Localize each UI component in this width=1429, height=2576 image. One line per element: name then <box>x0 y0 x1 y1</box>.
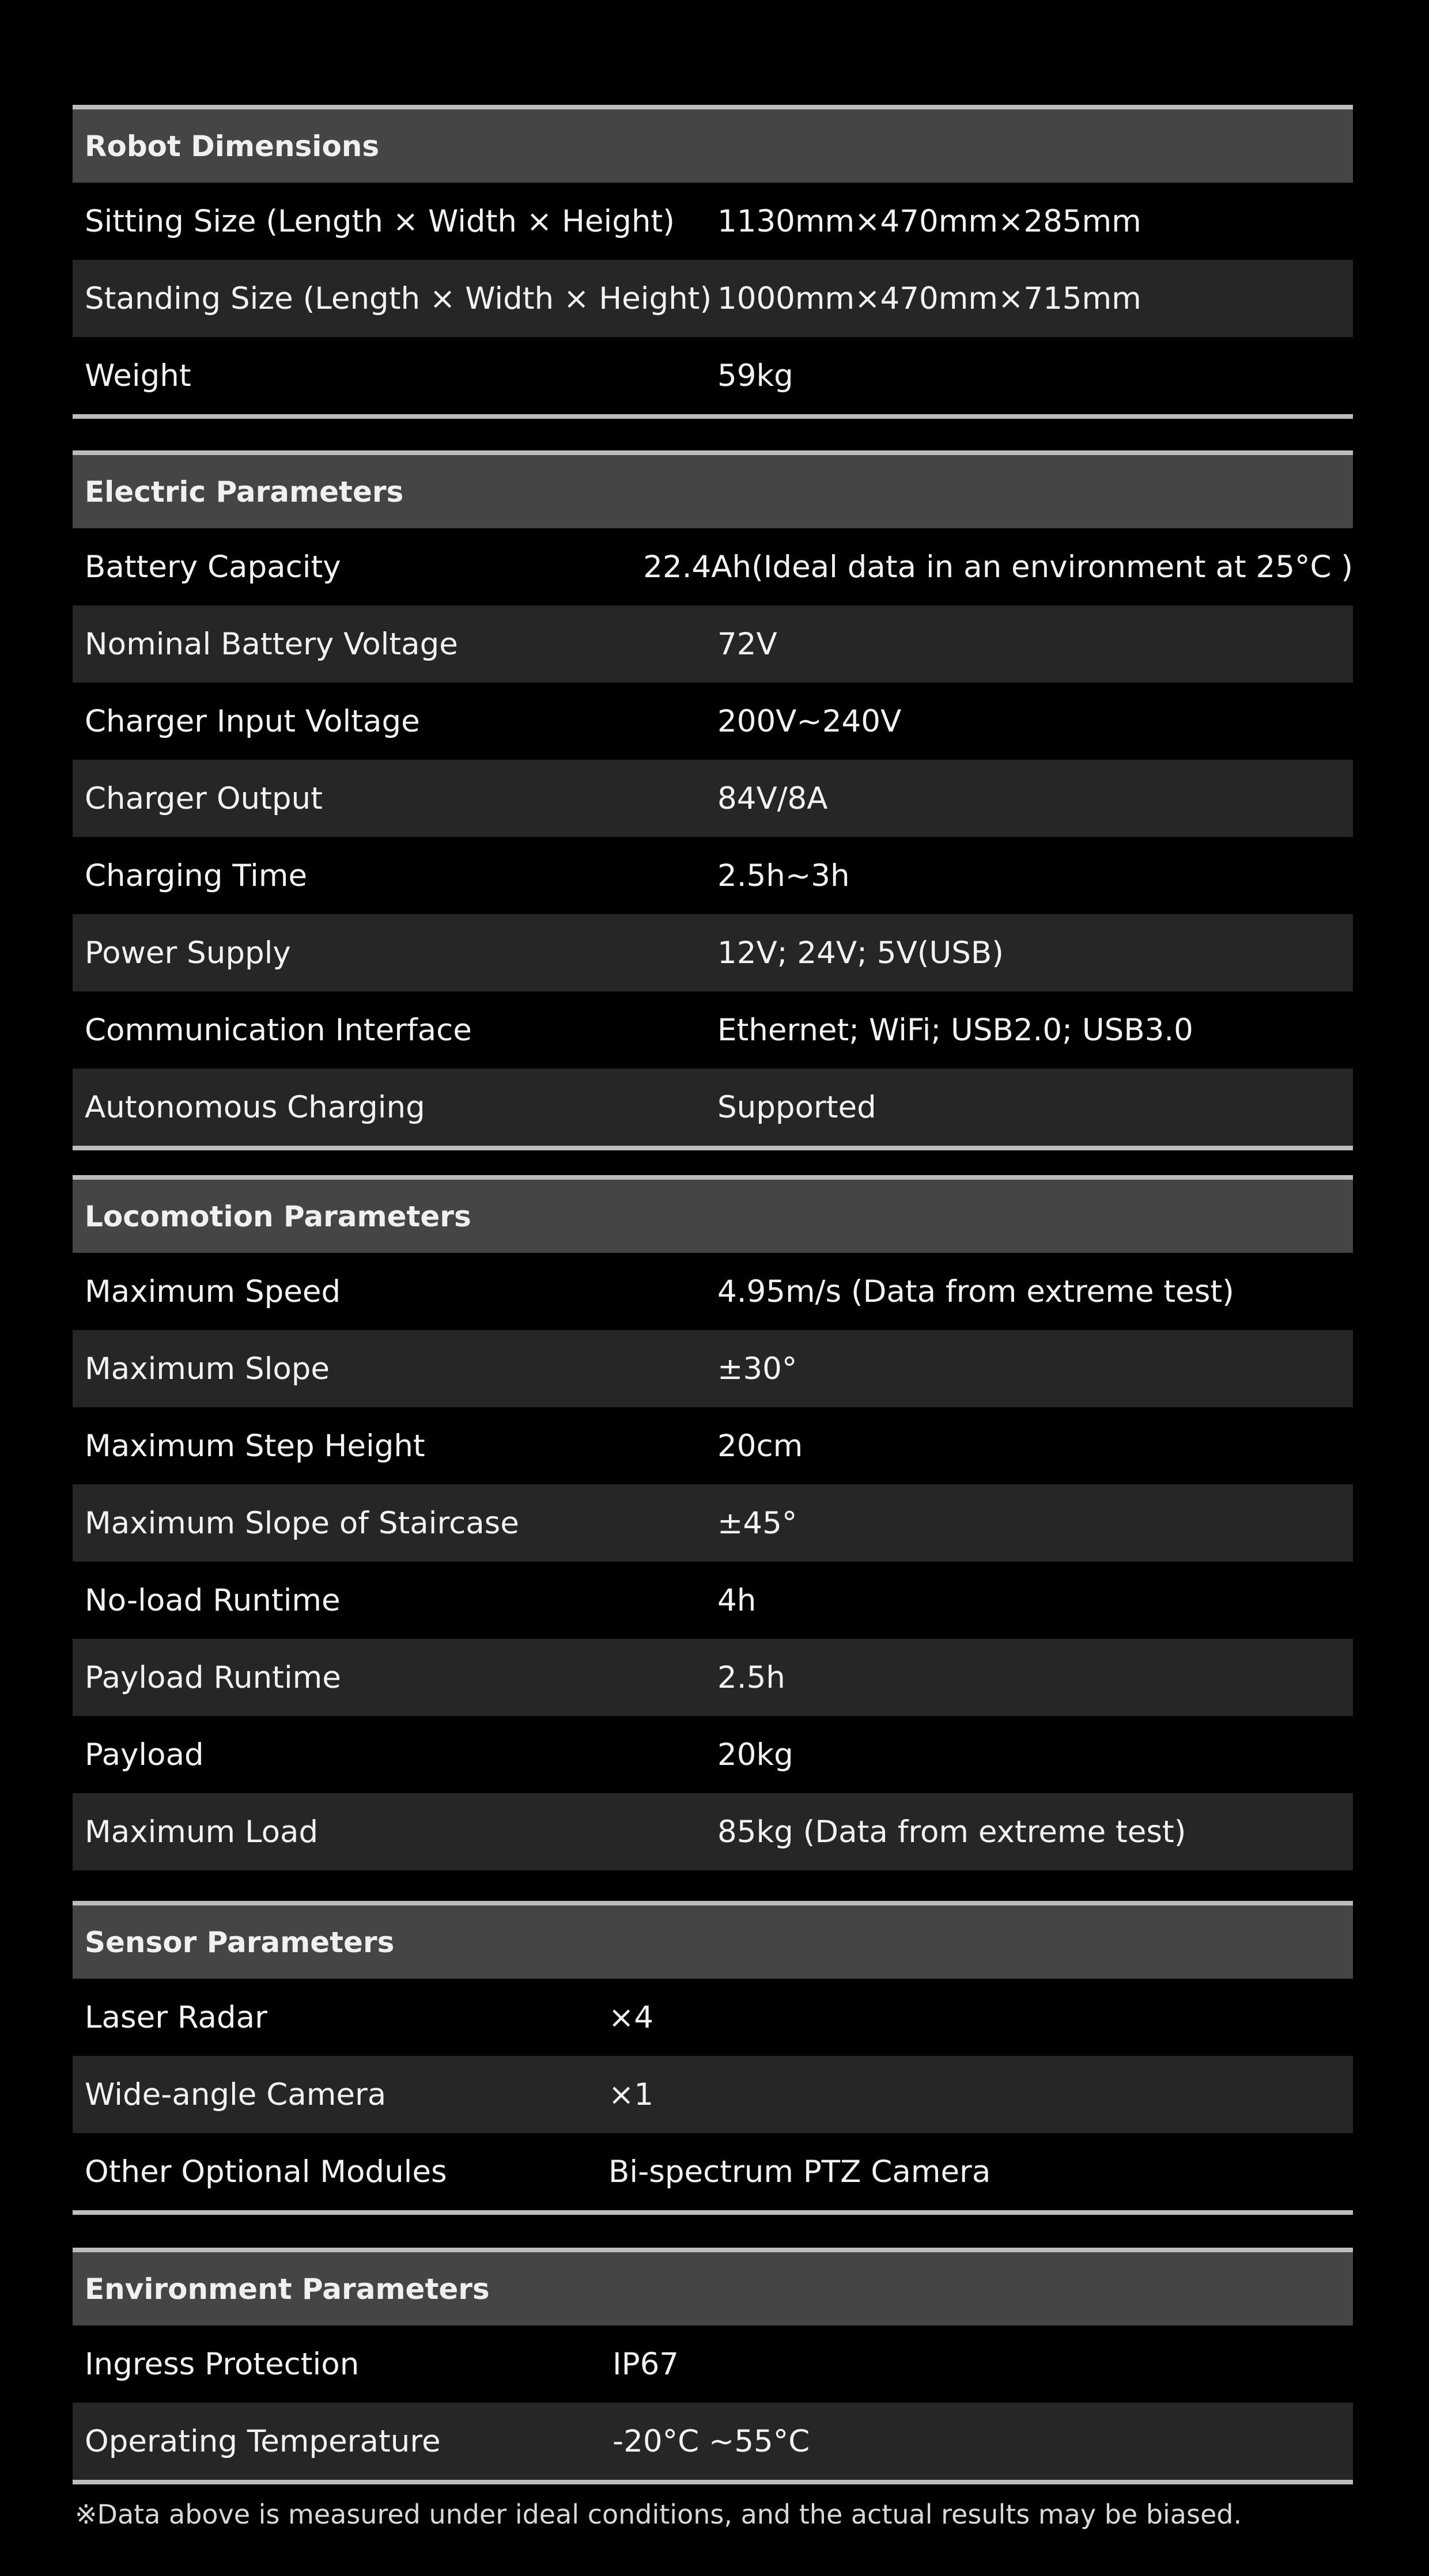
row-value: -20°C ~55°C <box>613 2423 810 2459</box>
row-label: Maximum Slope <box>85 1351 330 1387</box>
row-label: Charging Time <box>85 858 308 893</box>
row-value: Supported <box>717 1089 876 1125</box>
section-header: Sensor Parameters <box>73 1906 1353 1979</box>
table-row <box>73 183 1353 260</box>
row-label: Payload <box>85 1737 204 1772</box>
table-row <box>73 2133 1353 2210</box>
row-label: Wide-angle Camera <box>85 2077 387 2112</box>
row-value: 59kg <box>717 358 793 393</box>
section-header: Locomotion Parameters <box>73 1180 1353 1253</box>
table-row <box>73 1069 1353 1146</box>
section-header: Environment Parameters <box>73 2252 1353 2325</box>
row-value: 20cm <box>717 1428 803 1464</box>
row-label: Ingress Protection <box>85 2346 360 2382</box>
row-value: 4.95m/s (Data from extreme test) <box>717 1274 1234 1309</box>
table-row <box>73 1979 1353 2056</box>
row-value: 1130mm×470mm×285mm <box>717 203 1141 239</box>
row-value: 22.4Ah(Ideal data in an environment at 25°C ) <box>643 549 1353 585</box>
table-row <box>73 2403 1353 2480</box>
row-value: IP67 <box>613 2346 679 2382</box>
row-label: Charger Input Voltage <box>85 703 420 739</box>
row-label: No-load Runtime <box>85 1582 341 1618</box>
footnote: ※Data above is measured under ideal conditions, and the actual results may be biased. <box>75 2499 1242 2530</box>
row-label: Weight <box>85 358 191 393</box>
table-row <box>73 260 1353 337</box>
row-label: Operating Temperature <box>85 2423 441 2459</box>
row-value: 200V~240V <box>717 703 902 739</box>
section-header: Robot Dimensions <box>73 109 1353 183</box>
row-label: Communication Interface <box>85 1012 472 1048</box>
row-label: Power Supply <box>85 935 291 971</box>
row-value: 20kg <box>717 1737 793 1772</box>
row-value: ×4 <box>608 1999 654 2035</box>
row-value: ±45° <box>717 1505 797 1541</box>
table-row <box>73 991 1353 1069</box>
row-value: 2.5h~3h <box>717 858 850 893</box>
table-row <box>73 914 1353 991</box>
table-row <box>73 1716 1353 1793</box>
section-electric-parameters <box>73 450 1353 1150</box>
row-label: Payload Runtime <box>85 1660 341 1695</box>
table-row <box>73 337 1353 414</box>
row-value: 2.5h <box>717 1660 785 1695</box>
row-label: Maximum Speed <box>85 1274 341 1309</box>
table-row <box>73 760 1353 837</box>
table-row <box>73 1253 1353 1330</box>
row-value: 85kg (Data from extreme test) <box>717 1814 1186 1850</box>
row-value: 72V <box>717 626 777 662</box>
row-value: Ethernet; WiFi; USB2.0; USB3.0 <box>717 1012 1193 1048</box>
row-label: Maximum Load <box>85 1814 319 1850</box>
table-row <box>73 528 1353 605</box>
row-label: Maximum Step Height <box>85 1428 425 1464</box>
row-label: Nominal Battery Voltage <box>85 626 458 662</box>
table-row <box>73 683 1353 760</box>
row-label: Charger Output <box>85 781 323 816</box>
section-locomotion-parameters <box>73 1175 1353 1870</box>
row-label: Other Optional Modules <box>85 2154 447 2189</box>
table-row <box>73 1484 1353 1562</box>
table-row <box>73 1330 1353 1407</box>
table-row <box>73 837 1353 914</box>
table-row <box>73 2056 1353 2133</box>
table-row <box>73 1639 1353 1716</box>
row-label: Standing Size (Length × Width × Height) <box>85 281 712 316</box>
table-row <box>73 1793 1353 1870</box>
row-value: 1000mm×470mm×715mm <box>717 281 1141 316</box>
row-label: Battery Capacity <box>85 549 341 585</box>
row-value: ×1 <box>608 2077 654 2112</box>
table-row <box>73 1407 1353 1484</box>
row-value: 12V; 24V; 5V(USB) <box>717 935 1004 971</box>
row-value: 4h <box>717 1582 757 1618</box>
table-row <box>73 1562 1353 1639</box>
row-label: Laser Radar <box>85 1999 267 2035</box>
table-row <box>73 605 1353 683</box>
row-label: Sitting Size (Length × Width × Height) <box>85 203 675 239</box>
table-row <box>73 2325 1353 2403</box>
row-label: Autonomous Charging <box>85 1089 425 1125</box>
row-value: 84V/8A <box>717 781 828 816</box>
section-header: Electric Parameters <box>73 455 1353 528</box>
row-value: ±30° <box>717 1351 797 1387</box>
section-sensor-parameters <box>73 1901 1353 2215</box>
row-value: Bi-spectrum PTZ Camera <box>608 2154 991 2189</box>
section-environment-parameters <box>73 2248 1353 2484</box>
row-label: Maximum Slope of Staircase <box>85 1505 519 1541</box>
section-robot-dimensions <box>73 105 1353 419</box>
